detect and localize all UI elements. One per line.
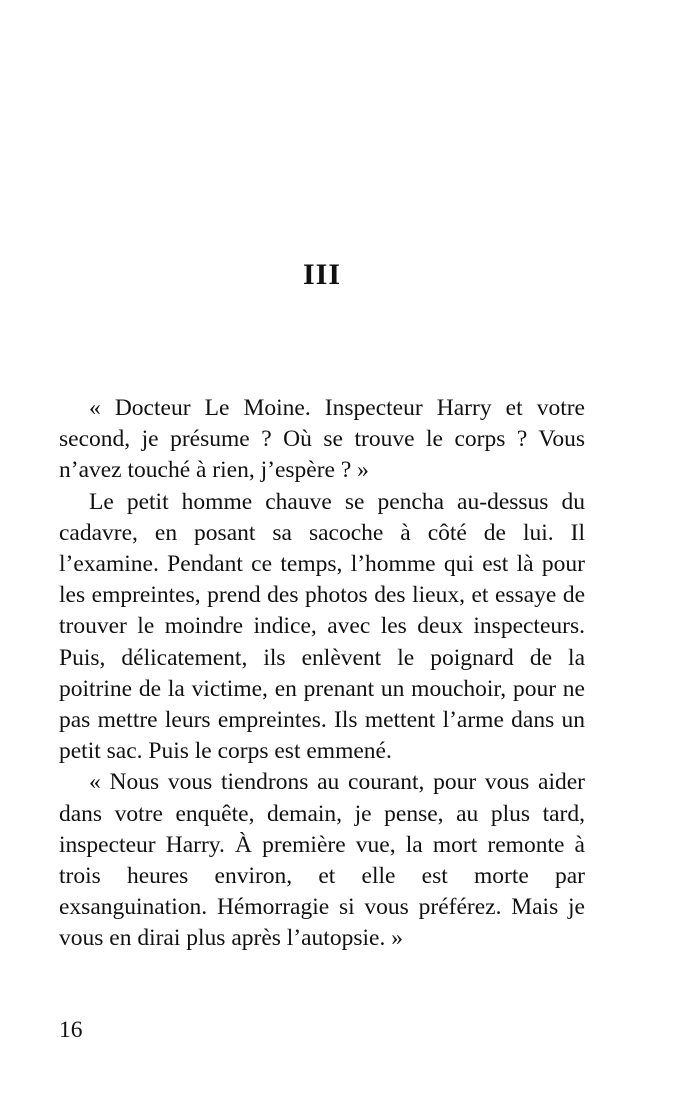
paragraph-examination: Le petit homme chauve se pencha au-dessus du cadavre, en posant sa sacoche à côté de lui. Il l’examine. Pendant ce temps, l’homme qui est là pour les empreintes, prend des photos des lieux, et essaye de trouver le moindre indice, avec les deux inspecteurs. Puis, délicatement, ils enlèvent le poignard de la poitrine de la victime, en prenant un mouchoir, pour ne pas mettre leurs empreintes. Ils mettent l’arme dans un petit sac. Puis le corps est emmené.	[59, 488, 585, 765]
chapter-heading: III	[302, 258, 342, 291]
paragraph-doctor-report: « Nous vous tiendrons au courant, pour vous aider dans votre enquête, demain, je pense, au plus tard, inspecteur Harry. À première vue, la mort remonte à trois heures environ, et elle est morte par exsanguination. Hémorragie si vous préférez. Mais je vous en dirai plus après l’autopsie. »	[59, 769, 585, 952]
paragraph-dialogue-doctor: « Docteur Le Moine. Inspecteur Harry et votre second, je présume ? Où se trouve le corps ? Vous n’avez touché à rien, j’espère ? »	[59, 395, 585, 484]
chapter-body	[59, 393, 585, 955]
page-number: 16	[59, 1017, 83, 1043]
